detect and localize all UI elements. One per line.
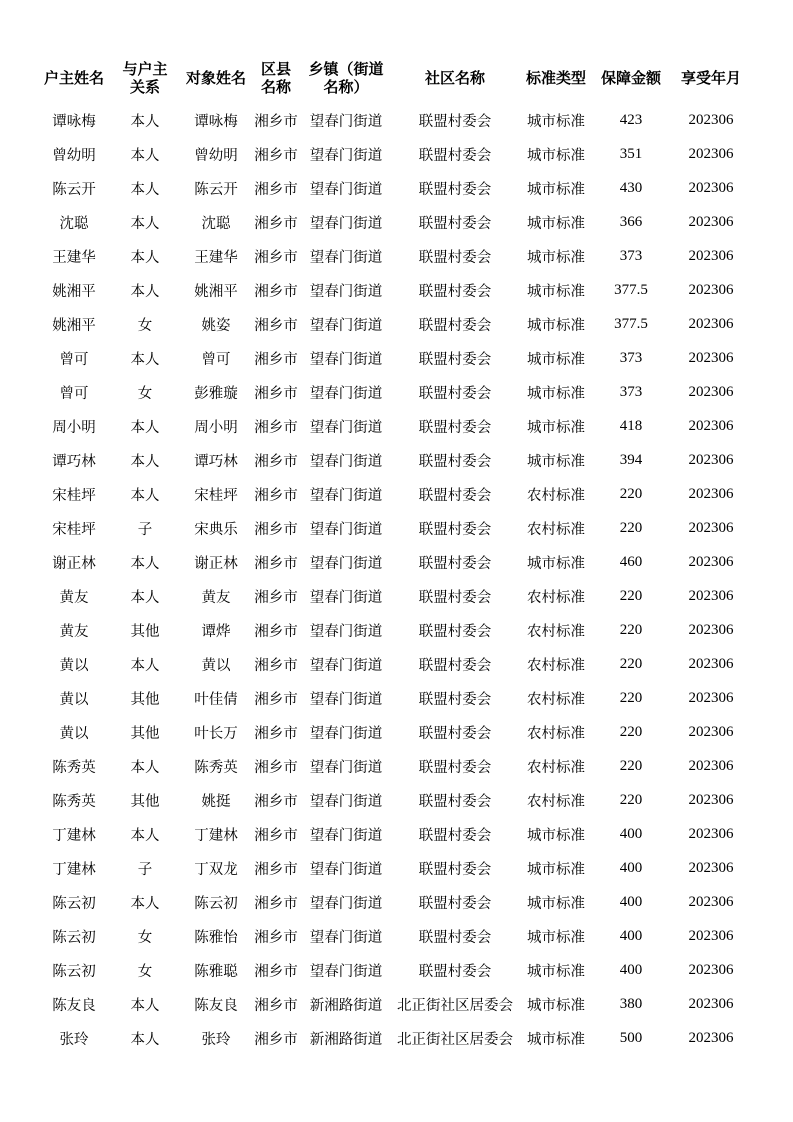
householder-name-cell: 陈秀英 bbox=[52, 793, 96, 810]
township-cell: 新湘路街道 bbox=[309, 997, 383, 1014]
township-cell: 望春门街道 bbox=[309, 623, 383, 640]
standard-type-cell: 农村标准 bbox=[527, 623, 585, 640]
county-cell: 湘乡市 bbox=[254, 181, 298, 198]
table-row bbox=[39, 613, 753, 647]
relationship-cell: 本人 bbox=[130, 827, 160, 844]
standard-type-cell: 城市标准 bbox=[527, 929, 585, 946]
relationship-cell: 本人 bbox=[130, 1031, 160, 1048]
township-cell: 望春门街道 bbox=[309, 419, 383, 436]
relationship-cell: 子 bbox=[137, 521, 153, 538]
community-cell: 联盟村委会 bbox=[418, 793, 492, 810]
county-cell: 湘乡市 bbox=[254, 113, 298, 130]
township-cell: 望春门街道 bbox=[309, 147, 383, 164]
township-cell: 望春门街道 bbox=[309, 963, 383, 980]
recipient-name-cell: 陈云初 bbox=[194, 895, 238, 912]
community-cell: 联盟村委会 bbox=[418, 419, 492, 436]
table-row bbox=[39, 477, 753, 511]
table-row bbox=[39, 511, 753, 545]
amount-cell: 220 bbox=[619, 723, 643, 740]
township-cell: 望春门街道 bbox=[309, 351, 383, 368]
community-cell: 联盟村委会 bbox=[418, 895, 492, 912]
period-cell: 202306 bbox=[688, 825, 734, 842]
period-cell: 202306 bbox=[688, 859, 734, 876]
standard-type-cell: 城市标准 bbox=[527, 249, 585, 266]
recipient-name-cell: 黄友 bbox=[201, 589, 231, 606]
period-cell: 202306 bbox=[688, 553, 734, 570]
county-cell: 湘乡市 bbox=[254, 215, 298, 232]
county-cell: 湘乡市 bbox=[254, 555, 298, 572]
householder-name-cell: 陈秀英 bbox=[52, 759, 96, 776]
period-cell: 202306 bbox=[688, 179, 734, 196]
amount-cell: 400 bbox=[619, 927, 643, 944]
community-cell: 联盟村委会 bbox=[418, 827, 492, 844]
community-cell: 联盟村委会 bbox=[418, 283, 492, 300]
township-cell: 望春门街道 bbox=[309, 657, 383, 674]
township-cell: 望春门街道 bbox=[309, 215, 383, 232]
householder-name-cell: 谭咏梅 bbox=[52, 113, 96, 130]
relationship-cell: 本人 bbox=[130, 453, 160, 470]
recipient-name-cell: 黄以 bbox=[201, 657, 231, 674]
householder-name-cell: 丁建林 bbox=[52, 861, 96, 878]
standard-type-cell: 城市标准 bbox=[527, 895, 585, 912]
householder-name-cell: 陈云开 bbox=[52, 181, 96, 198]
period-cell: 202306 bbox=[688, 485, 734, 502]
col-header-county: 区县名称 bbox=[260, 60, 291, 96]
recipient-name-cell: 曾可 bbox=[201, 351, 231, 368]
county-cell: 湘乡市 bbox=[254, 657, 298, 674]
recipient-name-cell: 叶长万 bbox=[194, 725, 238, 742]
table-row bbox=[39, 103, 753, 137]
assistance-roster bbox=[39, 57, 753, 1055]
township-cell: 新湘路街道 bbox=[309, 1031, 383, 1048]
relationship-cell: 本人 bbox=[130, 283, 160, 300]
recipient-name-cell: 王建华 bbox=[194, 249, 238, 266]
standard-type-cell: 农村标准 bbox=[527, 691, 585, 708]
col-header-community: 社区名称 bbox=[424, 69, 485, 87]
col-header-householder-name: 户主姓名 bbox=[43, 69, 104, 87]
table-row bbox=[39, 749, 753, 783]
table-row bbox=[39, 137, 753, 171]
township-cell: 望春门街道 bbox=[309, 249, 383, 266]
householder-name-cell: 姚湘平 bbox=[52, 317, 96, 334]
col-header-standard-type: 标准类型 bbox=[525, 69, 586, 87]
amount-cell: 460 bbox=[619, 553, 643, 570]
county-cell: 湘乡市 bbox=[254, 963, 298, 980]
township-cell: 望春门街道 bbox=[309, 283, 383, 300]
amount-cell: 351 bbox=[619, 145, 643, 162]
county-cell: 湘乡市 bbox=[254, 385, 298, 402]
recipient-name-cell: 丁双龙 bbox=[194, 861, 238, 878]
table-row bbox=[39, 375, 753, 409]
county-cell: 湘乡市 bbox=[254, 589, 298, 606]
period-cell: 202306 bbox=[688, 791, 734, 808]
householder-name-cell: 宋桂坪 bbox=[52, 521, 96, 538]
amount-cell: 400 bbox=[619, 825, 643, 842]
header-row bbox=[39, 57, 753, 103]
table-row bbox=[39, 715, 753, 749]
recipient-name-cell: 姚姿 bbox=[201, 317, 231, 334]
amount-cell: 373 bbox=[619, 383, 643, 400]
amount-cell: 400 bbox=[619, 961, 643, 978]
relationship-cell: 本人 bbox=[130, 181, 160, 198]
community-cell: 联盟村委会 bbox=[418, 215, 492, 232]
relationship-cell: 本人 bbox=[130, 487, 160, 504]
community-cell: 联盟村委会 bbox=[418, 147, 492, 164]
relationship-cell: 女 bbox=[137, 963, 153, 980]
householder-name-cell: 王建华 bbox=[52, 249, 96, 266]
period-cell: 202306 bbox=[688, 1029, 734, 1046]
householder-name-cell: 陈云初 bbox=[52, 929, 96, 946]
county-cell: 湘乡市 bbox=[254, 147, 298, 164]
community-cell: 北正街社区居委会 bbox=[397, 1031, 513, 1048]
householder-name-cell: 曾幼明 bbox=[52, 147, 96, 164]
table-row bbox=[39, 817, 753, 851]
table-row bbox=[39, 783, 753, 817]
relationship-cell: 本人 bbox=[130, 351, 160, 368]
county-cell: 湘乡市 bbox=[254, 623, 298, 640]
standard-type-cell: 城市标准 bbox=[527, 215, 585, 232]
relationship-cell: 女 bbox=[137, 317, 153, 334]
relationship-cell: 其他 bbox=[130, 691, 160, 708]
period-cell: 202306 bbox=[688, 723, 734, 740]
county-cell: 湘乡市 bbox=[254, 725, 298, 742]
recipient-name-cell: 陈雅怡 bbox=[194, 929, 238, 946]
community-cell: 联盟村委会 bbox=[418, 963, 492, 980]
standard-type-cell: 城市标准 bbox=[527, 997, 585, 1014]
amount-cell: 380 bbox=[619, 995, 643, 1012]
amount-cell: 366 bbox=[619, 213, 643, 230]
community-cell: 联盟村委会 bbox=[418, 317, 492, 334]
period-cell: 202306 bbox=[688, 315, 734, 332]
period-cell: 202306 bbox=[688, 961, 734, 978]
township-cell: 望春门街道 bbox=[309, 385, 383, 402]
table-row bbox=[39, 171, 753, 205]
county-cell: 湘乡市 bbox=[254, 997, 298, 1014]
community-cell: 联盟村委会 bbox=[418, 351, 492, 368]
householder-name-cell: 黄友 bbox=[59, 589, 89, 606]
township-cell: 望春门街道 bbox=[309, 929, 383, 946]
amount-cell: 400 bbox=[619, 893, 643, 910]
standard-type-cell: 城市标准 bbox=[527, 963, 585, 980]
period-cell: 202306 bbox=[688, 247, 734, 264]
relationship-cell: 其他 bbox=[130, 725, 160, 742]
standard-type-cell: 城市标准 bbox=[527, 419, 585, 436]
amount-cell: 400 bbox=[619, 859, 643, 876]
township-cell: 望春门街道 bbox=[309, 827, 383, 844]
recipient-name-cell: 曾幼明 bbox=[194, 147, 238, 164]
township-cell: 望春门街道 bbox=[309, 453, 383, 470]
period-cell: 202306 bbox=[688, 145, 734, 162]
recipient-name-cell: 叶佳倩 bbox=[194, 691, 238, 708]
relationship-cell: 本人 bbox=[130, 997, 160, 1014]
township-cell: 望春门街道 bbox=[309, 555, 383, 572]
period-cell: 202306 bbox=[688, 213, 734, 230]
period-cell: 202306 bbox=[688, 281, 734, 298]
period-cell: 202306 bbox=[688, 927, 734, 944]
township-cell: 望春门街道 bbox=[309, 691, 383, 708]
standard-type-cell: 农村标准 bbox=[527, 793, 585, 810]
householder-name-cell: 沈聪 bbox=[59, 215, 89, 232]
householder-name-cell: 曾可 bbox=[59, 385, 89, 402]
standard-type-cell: 农村标准 bbox=[527, 589, 585, 606]
recipient-name-cell: 宋桂坪 bbox=[194, 487, 238, 504]
table-row bbox=[39, 919, 753, 953]
recipient-name-cell: 丁建林 bbox=[194, 827, 238, 844]
county-cell: 湘乡市 bbox=[254, 895, 298, 912]
period-cell: 202306 bbox=[688, 689, 734, 706]
recipient-name-cell: 彭雅璇 bbox=[194, 385, 238, 402]
period-cell: 202306 bbox=[688, 893, 734, 910]
standard-type-cell: 城市标准 bbox=[527, 181, 585, 198]
county-cell: 湘乡市 bbox=[254, 317, 298, 334]
township-cell: 望春门街道 bbox=[309, 861, 383, 878]
amount-cell: 220 bbox=[619, 587, 643, 604]
householder-name-cell: 黄友 bbox=[59, 623, 89, 640]
householder-name-cell: 陈云初 bbox=[52, 895, 96, 912]
relationship-cell: 其他 bbox=[130, 793, 160, 810]
standard-type-cell: 城市标准 bbox=[527, 147, 585, 164]
community-cell: 联盟村委会 bbox=[418, 657, 492, 674]
standard-type-cell: 农村标准 bbox=[527, 487, 585, 504]
standard-type-cell: 城市标准 bbox=[527, 351, 585, 368]
relationship-cell: 其他 bbox=[130, 623, 160, 640]
table-row bbox=[39, 443, 753, 477]
recipient-name-cell: 陈云开 bbox=[194, 181, 238, 198]
period-cell: 202306 bbox=[688, 111, 734, 128]
table-row bbox=[39, 341, 753, 375]
community-cell: 联盟村委会 bbox=[418, 521, 492, 538]
householder-name-cell: 陈云初 bbox=[52, 963, 96, 980]
amount-cell: 430 bbox=[619, 179, 643, 196]
county-cell: 湘乡市 bbox=[254, 419, 298, 436]
table-row bbox=[39, 987, 753, 1021]
recipient-name-cell: 沈聪 bbox=[201, 215, 231, 232]
recipient-name-cell: 陈秀英 bbox=[194, 759, 238, 776]
householder-name-cell: 谢正林 bbox=[52, 555, 96, 572]
col-header-amount: 保障金额 bbox=[600, 69, 661, 87]
standard-type-cell: 城市标准 bbox=[527, 827, 585, 844]
standard-type-cell: 城市标准 bbox=[527, 113, 585, 130]
table-row bbox=[39, 273, 753, 307]
householder-name-cell: 宋桂坪 bbox=[52, 487, 96, 504]
amount-cell: 220 bbox=[619, 757, 643, 774]
householder-name-cell: 陈友良 bbox=[52, 997, 96, 1014]
recipient-name-cell: 谭烨 bbox=[201, 623, 231, 640]
recipient-name-cell: 陈友良 bbox=[194, 997, 238, 1014]
period-cell: 202306 bbox=[688, 383, 734, 400]
amount-cell: 220 bbox=[619, 655, 643, 672]
county-cell: 湘乡市 bbox=[254, 521, 298, 538]
relationship-cell: 本人 bbox=[130, 113, 160, 130]
relationship-cell: 本人 bbox=[130, 419, 160, 436]
standard-type-cell: 城市标准 bbox=[527, 453, 585, 470]
community-cell: 联盟村委会 bbox=[418, 861, 492, 878]
table-row bbox=[39, 953, 753, 987]
table-row bbox=[39, 885, 753, 919]
community-cell: 联盟村委会 bbox=[418, 453, 492, 470]
recipient-name-cell: 张玲 bbox=[201, 1031, 231, 1048]
amount-cell: 220 bbox=[619, 621, 643, 638]
householder-name-cell: 黄以 bbox=[59, 657, 89, 674]
township-cell: 望春门街道 bbox=[309, 181, 383, 198]
table-row bbox=[39, 1021, 753, 1055]
table-row bbox=[39, 579, 753, 613]
period-cell: 202306 bbox=[688, 995, 734, 1012]
relationship-cell: 女 bbox=[137, 929, 153, 946]
township-cell: 望春门街道 bbox=[309, 725, 383, 742]
township-cell: 望春门街道 bbox=[309, 317, 383, 334]
county-cell: 湘乡市 bbox=[254, 249, 298, 266]
amount-cell: 220 bbox=[619, 791, 643, 808]
amount-cell: 394 bbox=[619, 451, 643, 468]
householder-name-cell: 丁建林 bbox=[52, 827, 96, 844]
county-cell: 湘乡市 bbox=[254, 487, 298, 504]
standard-type-cell: 农村标准 bbox=[527, 725, 585, 742]
recipient-name-cell: 陈雅聪 bbox=[194, 963, 238, 980]
table-row bbox=[39, 239, 753, 273]
county-cell: 湘乡市 bbox=[254, 453, 298, 470]
period-cell: 202306 bbox=[688, 587, 734, 604]
amount-cell: 220 bbox=[619, 485, 643, 502]
recipient-name-cell: 姚挺 bbox=[201, 793, 231, 810]
amount-cell: 500 bbox=[619, 1029, 643, 1046]
recipient-name-cell: 周小明 bbox=[194, 419, 238, 436]
community-cell: 北正街社区居委会 bbox=[397, 997, 513, 1014]
community-cell: 联盟村委会 bbox=[418, 113, 492, 130]
period-cell: 202306 bbox=[688, 451, 734, 468]
householder-name-cell: 黄以 bbox=[59, 691, 89, 708]
county-cell: 湘乡市 bbox=[254, 759, 298, 776]
amount-cell: 373 bbox=[619, 349, 643, 366]
householder-name-cell: 周小明 bbox=[52, 419, 96, 436]
relationship-cell: 本人 bbox=[130, 249, 160, 266]
county-cell: 湘乡市 bbox=[254, 861, 298, 878]
relationship-cell: 本人 bbox=[130, 759, 160, 776]
recipient-name-cell: 姚湘平 bbox=[194, 283, 238, 300]
relationship-cell: 本人 bbox=[130, 657, 160, 674]
amount-cell: 220 bbox=[619, 519, 643, 536]
standard-type-cell: 城市标准 bbox=[527, 317, 585, 334]
community-cell: 联盟村委会 bbox=[418, 555, 492, 572]
col-header-relationship: 与户主关系 bbox=[122, 60, 168, 96]
householder-name-cell: 曾可 bbox=[59, 351, 89, 368]
table-row bbox=[39, 851, 753, 885]
amount-cell: 377.5 bbox=[614, 315, 648, 332]
roster-table bbox=[39, 57, 753, 1055]
community-cell: 联盟村委会 bbox=[418, 725, 492, 742]
period-cell: 202306 bbox=[688, 519, 734, 536]
county-cell: 湘乡市 bbox=[254, 351, 298, 368]
recipient-name-cell: 谭咏梅 bbox=[194, 113, 238, 130]
table-row bbox=[39, 545, 753, 579]
community-cell: 联盟村委会 bbox=[418, 181, 492, 198]
township-cell: 望春门街道 bbox=[309, 759, 383, 776]
amount-cell: 220 bbox=[619, 689, 643, 706]
county-cell: 湘乡市 bbox=[254, 283, 298, 300]
county-cell: 湘乡市 bbox=[254, 691, 298, 708]
relationship-cell: 子 bbox=[137, 861, 153, 878]
period-cell: 202306 bbox=[688, 349, 734, 366]
township-cell: 望春门街道 bbox=[309, 113, 383, 130]
householder-name-cell: 谭巧林 bbox=[52, 453, 96, 470]
householder-name-cell: 黄以 bbox=[59, 725, 89, 742]
relationship-cell: 本人 bbox=[130, 895, 160, 912]
county-cell: 湘乡市 bbox=[254, 827, 298, 844]
county-cell: 湘乡市 bbox=[254, 1031, 298, 1048]
recipient-name-cell: 谭巧林 bbox=[194, 453, 238, 470]
table-row bbox=[39, 307, 753, 341]
community-cell: 联盟村委会 bbox=[418, 929, 492, 946]
township-cell: 望春门街道 bbox=[309, 589, 383, 606]
standard-type-cell: 城市标准 bbox=[527, 861, 585, 878]
township-cell: 望春门街道 bbox=[309, 895, 383, 912]
standard-type-cell: 城市标准 bbox=[527, 283, 585, 300]
community-cell: 联盟村委会 bbox=[418, 589, 492, 606]
period-cell: 202306 bbox=[688, 417, 734, 434]
table-row bbox=[39, 409, 753, 443]
amount-cell: 418 bbox=[619, 417, 643, 434]
relationship-cell: 本人 bbox=[130, 147, 160, 164]
amount-cell: 377.5 bbox=[614, 281, 648, 298]
township-cell: 望春门街道 bbox=[309, 487, 383, 504]
county-cell: 湘乡市 bbox=[254, 929, 298, 946]
relationship-cell: 本人 bbox=[130, 555, 160, 572]
recipient-name-cell: 谢正林 bbox=[194, 555, 238, 572]
period-cell: 202306 bbox=[688, 621, 734, 638]
community-cell: 联盟村委会 bbox=[418, 623, 492, 640]
township-cell: 望春门街道 bbox=[309, 793, 383, 810]
standard-type-cell: 城市标准 bbox=[527, 385, 585, 402]
table-body bbox=[39, 103, 753, 1055]
county-cell: 湘乡市 bbox=[254, 793, 298, 810]
relationship-cell: 本人 bbox=[130, 215, 160, 232]
community-cell: 联盟村委会 bbox=[418, 487, 492, 504]
standard-type-cell: 农村标准 bbox=[527, 759, 585, 776]
amount-cell: 373 bbox=[619, 247, 643, 264]
community-cell: 联盟村委会 bbox=[418, 249, 492, 266]
period-cell: 202306 bbox=[688, 655, 734, 672]
recipient-name-cell: 宋典乐 bbox=[194, 521, 238, 538]
table-row bbox=[39, 647, 753, 681]
standard-type-cell: 城市标准 bbox=[527, 1031, 585, 1048]
standard-type-cell: 城市标准 bbox=[527, 555, 585, 572]
col-header-period: 享受年月 bbox=[680, 69, 741, 87]
col-header-township: 乡镇（街道名称） bbox=[308, 60, 384, 96]
community-cell: 联盟村委会 bbox=[418, 759, 492, 776]
township-cell: 望春门街道 bbox=[309, 521, 383, 538]
community-cell: 联盟村委会 bbox=[418, 385, 492, 402]
relationship-cell: 本人 bbox=[130, 589, 160, 606]
householder-name-cell: 姚湘平 bbox=[52, 283, 96, 300]
col-header-recipient-name: 对象姓名 bbox=[185, 69, 246, 87]
community-cell: 联盟村委会 bbox=[418, 691, 492, 708]
period-cell: 202306 bbox=[688, 757, 734, 774]
standard-type-cell: 农村标准 bbox=[527, 657, 585, 674]
householder-name-cell: 张玲 bbox=[59, 1031, 89, 1048]
standard-type-cell: 农村标准 bbox=[527, 521, 585, 538]
table-row bbox=[39, 205, 753, 239]
table-row bbox=[39, 681, 753, 715]
relationship-cell: 女 bbox=[137, 385, 153, 402]
amount-cell: 423 bbox=[619, 111, 643, 128]
